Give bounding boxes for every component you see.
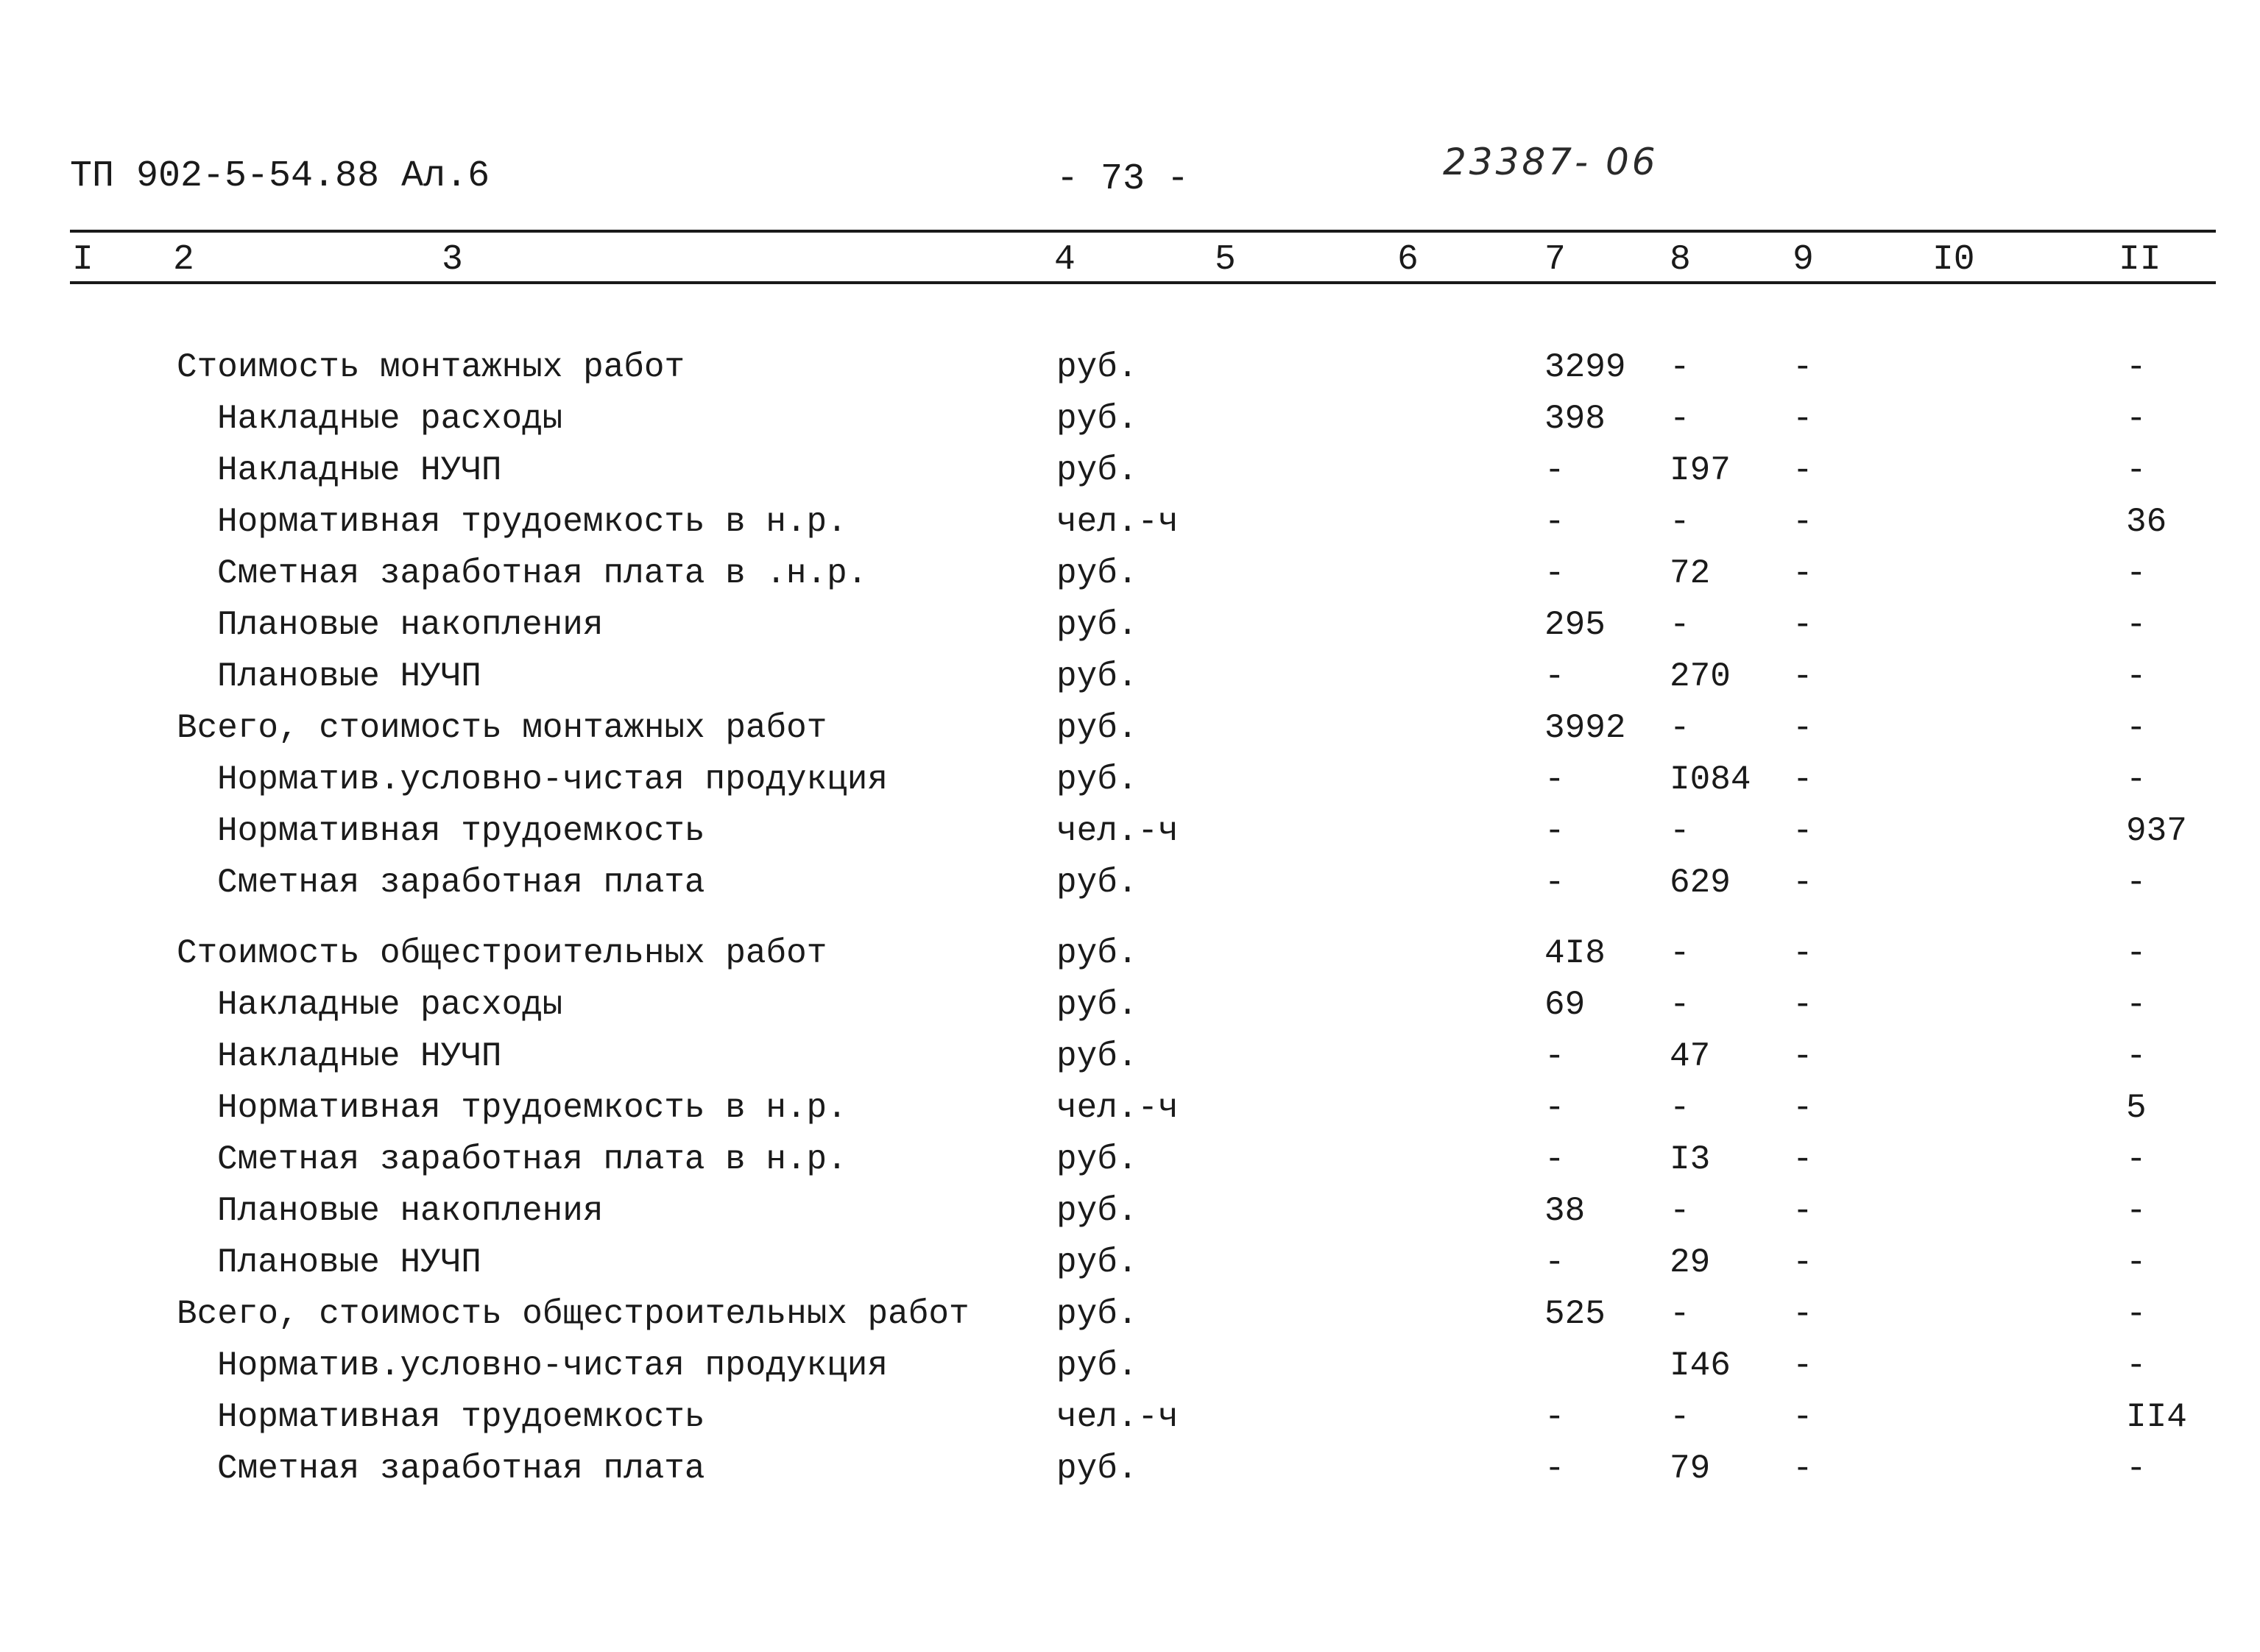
table-row	[0, 651, 2260, 702]
cell-col-9: -	[1793, 1295, 1813, 1333]
cell-col-7: 69	[1544, 986, 1586, 1024]
document-code: ТП 902-5-54.88 Ал.6	[70, 155, 490, 197]
row-label: Нормативная трудоемкость	[217, 812, 705, 850]
row-label: Плановые НУЧП	[217, 657, 481, 696]
row-label: Плановые накопления	[217, 1192, 604, 1230]
row-unit: чел.-ч	[1056, 503, 1179, 541]
cell-col-11: -	[2126, 1192, 2147, 1230]
cell-col-9: -	[1793, 986, 1813, 1024]
row-unit: чел.-ч	[1056, 1398, 1179, 1436]
column-header-6: 6	[1397, 240, 1419, 280]
row-unit: руб.	[1056, 400, 1138, 438]
handwritten-number: 23387- 06	[1443, 141, 1659, 183]
cell-col-8: -	[1670, 606, 1690, 644]
cell-col-9: -	[1793, 1140, 1813, 1179]
cell-col-8: -	[1670, 1398, 1690, 1436]
cell-col-11: 36	[2126, 503, 2167, 541]
cell-col-9: -	[1793, 1398, 1813, 1436]
row-unit: руб.	[1056, 1295, 1138, 1333]
column-header-9: 9	[1793, 240, 1814, 280]
row-label: Накладные НУЧП	[217, 451, 502, 490]
cell-col-8: -	[1670, 1295, 1690, 1333]
table-row	[0, 857, 2260, 908]
cell-col-8: -	[1670, 986, 1690, 1024]
column-header-10: I0	[1932, 240, 1975, 280]
cell-col-11: 937	[2126, 812, 2187, 850]
table-row	[0, 599, 2260, 651]
table-row	[0, 1031, 2260, 1082]
table-row	[0, 548, 2260, 599]
cell-col-8: I084	[1670, 760, 1751, 799]
table-row	[0, 1082, 2260, 1134]
row-unit: руб.	[1056, 606, 1138, 644]
column-header-11: II	[2119, 240, 2161, 280]
table-row	[0, 1391, 2260, 1443]
cell-col-11: -	[2126, 348, 2147, 386]
cell-col-9: -	[1793, 503, 1813, 541]
row-unit: руб.	[1056, 554, 1138, 593]
cell-col-7: -	[1544, 1140, 1565, 1179]
row-label: Всего, стоимость монтажных работ	[177, 709, 827, 747]
table-row	[0, 1443, 2260, 1494]
cell-col-11: -	[2126, 760, 2147, 799]
table-row	[0, 1185, 2260, 1237]
cell-col-9: -	[1793, 554, 1813, 593]
row-unit: руб.	[1056, 348, 1138, 386]
row-label: Нормативная трудоемкость	[217, 1398, 705, 1436]
cell-col-8: -	[1670, 709, 1690, 747]
cell-col-9: -	[1793, 1037, 1813, 1076]
cell-col-7: -	[1544, 1243, 1565, 1282]
cell-col-11: 5	[2126, 1089, 2147, 1127]
row-unit: руб.	[1056, 1243, 1138, 1282]
cell-col-9: -	[1793, 1243, 1813, 1282]
cell-col-8: 629	[1670, 864, 1731, 902]
cell-col-7: 525	[1544, 1295, 1606, 1333]
row-unit: руб.	[1056, 1140, 1138, 1179]
row-unit: руб.	[1056, 1450, 1138, 1488]
table-row	[0, 445, 2260, 496]
table-top-rule	[70, 230, 2216, 233]
cell-col-7: 398	[1544, 400, 1606, 438]
row-label: Всего, стоимость общестроительных работ	[177, 1295, 970, 1333]
row-unit: руб.	[1056, 1037, 1138, 1076]
cell-col-8: -	[1670, 503, 1690, 541]
cell-col-8: I46	[1670, 1346, 1731, 1385]
column-header-4: 4	[1054, 240, 1076, 280]
row-label: Сметная заработная плата в н.р.	[217, 1140, 847, 1179]
cell-col-7: -	[1544, 1089, 1565, 1127]
row-label: Накладные НУЧП	[217, 1037, 502, 1076]
cell-col-8: 270	[1670, 657, 1731, 696]
cell-col-8: 79	[1670, 1450, 1711, 1488]
column-header-3: 3	[442, 240, 463, 280]
row-label: Стоимость монтажных работ	[177, 348, 685, 386]
cell-col-7: 38	[1544, 1192, 1586, 1230]
row-label: Накладные расходы	[217, 986, 563, 1024]
row-unit: чел.-ч	[1056, 812, 1179, 850]
cell-col-11: -	[2126, 1140, 2147, 1179]
cell-col-9: -	[1793, 934, 1813, 973]
cell-col-7: -	[1544, 1398, 1565, 1436]
table-row	[0, 393, 2260, 445]
cell-col-9: -	[1793, 709, 1813, 747]
row-unit: руб.	[1056, 934, 1138, 973]
cell-col-8: 72	[1670, 554, 1711, 593]
cell-col-9: -	[1793, 1450, 1813, 1488]
cell-col-7: -	[1544, 451, 1565, 490]
cell-col-8: -	[1670, 812, 1690, 850]
row-label: Сметная заработная плата в .н.р.	[217, 554, 868, 593]
cell-col-8: I3	[1670, 1140, 1711, 1179]
cell-col-8: I97	[1670, 451, 1731, 490]
cell-col-7: -	[1544, 554, 1565, 593]
cell-col-9: -	[1793, 864, 1813, 902]
cell-col-11: -	[2126, 606, 2147, 644]
table-row	[0, 1237, 2260, 1288]
table-row	[0, 342, 2260, 393]
cell-col-7: -	[1544, 812, 1565, 850]
cell-col-7: 3992	[1544, 709, 1626, 747]
table-row	[0, 805, 2260, 857]
row-label: Нормативная трудоемкость в н.р.	[217, 503, 847, 541]
cell-col-11: -	[2126, 451, 2147, 490]
cell-col-11: -	[2126, 400, 2147, 438]
cell-col-11: -	[2126, 864, 2147, 902]
row-unit: руб.	[1056, 657, 1138, 696]
row-label: Плановые НУЧП	[217, 1243, 481, 1282]
cell-col-11: -	[2126, 986, 2147, 1024]
page-number: - 73 -	[1056, 158, 1190, 200]
row-unit: руб.	[1056, 864, 1138, 902]
cell-col-8: -	[1670, 1089, 1690, 1127]
cell-col-7: -	[1544, 1037, 1565, 1076]
row-unit: руб.	[1056, 1192, 1138, 1230]
row-label: Сметная заработная плата	[217, 864, 705, 902]
table-row	[0, 1340, 2260, 1391]
cell-col-7: -	[1544, 1450, 1565, 1488]
cell-col-9: -	[1793, 451, 1813, 490]
cell-col-7: 3299	[1544, 348, 1626, 386]
column-header-2: 2	[173, 240, 194, 280]
row-label: Сметная заработная плата	[217, 1450, 705, 1488]
cell-col-11: -	[2126, 709, 2147, 747]
table-row	[0, 702, 2260, 754]
cell-col-9: -	[1793, 1089, 1813, 1127]
cell-col-11: -	[2126, 1346, 2147, 1385]
cell-col-7: -	[1544, 657, 1565, 696]
column-header-5: 5	[1215, 240, 1236, 280]
column-header-8: 8	[1670, 240, 1691, 280]
cell-col-8: -	[1670, 400, 1690, 438]
row-unit: руб.	[1056, 986, 1138, 1024]
cell-col-7: 4I8	[1544, 934, 1606, 973]
cell-col-8: -	[1670, 934, 1690, 973]
cell-col-9: -	[1793, 606, 1813, 644]
table-row	[0, 979, 2260, 1031]
table-row	[0, 1288, 2260, 1340]
cell-col-7: 295	[1544, 606, 1606, 644]
row-unit: руб.	[1056, 1346, 1138, 1385]
cell-col-8: 47	[1670, 1037, 1711, 1076]
table-row	[0, 496, 2260, 548]
row-unit: руб.	[1056, 760, 1138, 799]
cell-col-9: -	[1793, 657, 1813, 696]
cell-col-7: -	[1544, 760, 1565, 799]
cell-col-11: -	[2126, 554, 2147, 593]
cell-col-11: -	[2126, 1450, 2147, 1488]
row-unit: чел.-ч	[1056, 1089, 1179, 1127]
table-row	[0, 754, 2260, 805]
cell-col-8: -	[1670, 1192, 1690, 1230]
cell-col-11: -	[2126, 1295, 2147, 1333]
table-row	[0, 1134, 2260, 1185]
row-label: Накладные расходы	[217, 400, 563, 438]
cell-col-11: -	[2126, 1243, 2147, 1282]
row-label: Норматив.условно-чистая продукция	[217, 760, 888, 799]
cell-col-9: -	[1793, 812, 1813, 850]
table-row	[0, 928, 2260, 979]
cell-col-11: -	[2126, 934, 2147, 973]
cell-col-8: -	[1670, 348, 1690, 386]
row-label: Норматив.условно-чистая продукция	[217, 1346, 888, 1385]
cell-col-11: II4	[2126, 1398, 2187, 1436]
cell-col-9: -	[1793, 1192, 1813, 1230]
row-label: Плановые накопления	[217, 606, 604, 644]
cell-col-11: -	[2126, 657, 2147, 696]
row-unit: руб.	[1056, 451, 1138, 490]
cell-col-11: -	[2126, 1037, 2147, 1076]
cell-col-9: -	[1793, 1346, 1813, 1385]
table-header-rule	[70, 281, 2216, 284]
cell-col-9: -	[1793, 348, 1813, 386]
row-label: Нормативная трудоемкость в н.р.	[217, 1089, 847, 1127]
row-label: Стоимость общестроительных работ	[177, 934, 827, 973]
cell-col-8: 29	[1670, 1243, 1711, 1282]
column-header-1: I	[72, 240, 93, 280]
cell-col-9: -	[1793, 400, 1813, 438]
row-unit: руб.	[1056, 709, 1138, 747]
cell-col-7: -	[1544, 864, 1565, 902]
cell-col-7: -	[1544, 503, 1565, 541]
column-header-7: 7	[1544, 240, 1566, 280]
cell-col-9: -	[1793, 760, 1813, 799]
